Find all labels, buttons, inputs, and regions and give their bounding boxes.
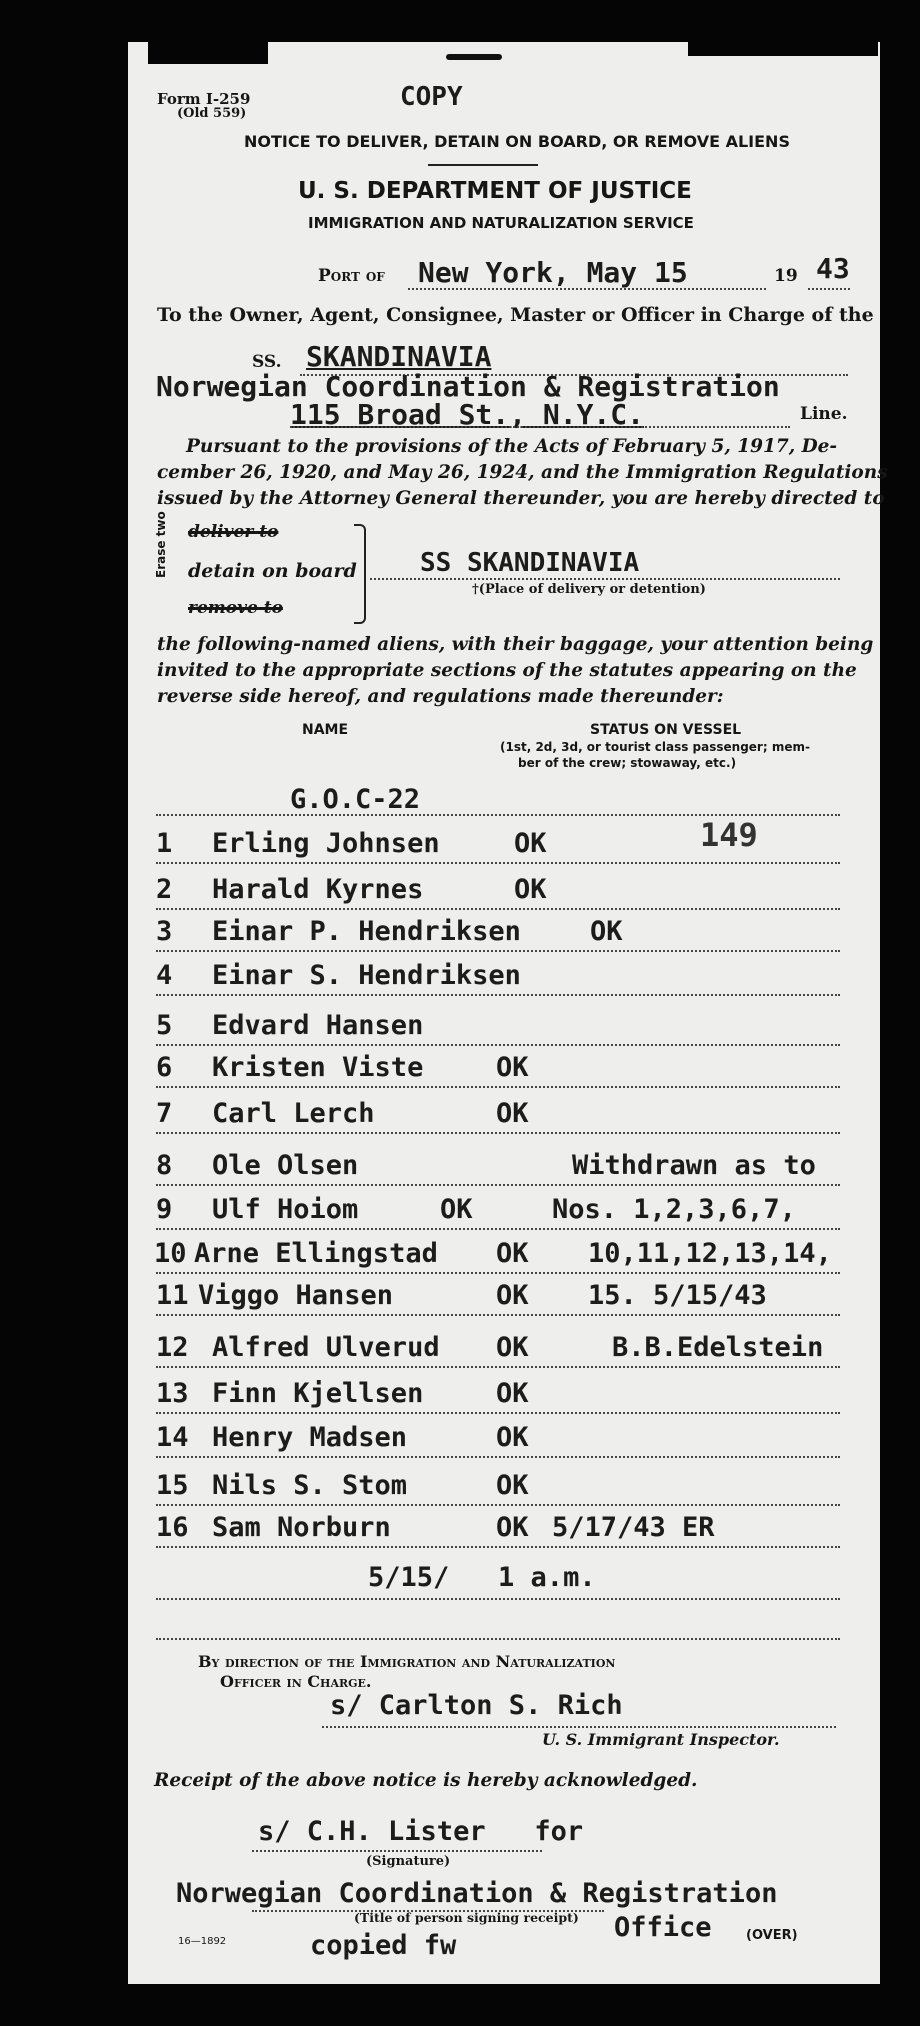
pursuant-line: Pursuant to the provisions of the Acts of February 5, 1917, De- [186, 436, 838, 457]
header-divider [428, 164, 538, 166]
ink-mark [446, 54, 502, 60]
alien-name: Henry Madsen [212, 1422, 408, 1453]
copied-note: copied fw [310, 1930, 457, 1961]
alien-name: Harald Kyrnes [212, 874, 424, 905]
alien-number: 2 [156, 874, 173, 905]
alien-name: Viggo Hansen [198, 1280, 394, 1311]
inspector-title: U. S. Immigrant Inspector. [542, 1730, 780, 1749]
alien-status: OK [440, 1194, 473, 1225]
row-rule [156, 862, 840, 864]
address-underline [290, 426, 790, 428]
torn-top-edge-right [688, 42, 878, 56]
alien-name: Kristen Viste [212, 1052, 424, 1083]
row-rule [156, 1184, 840, 1186]
ss-label: SS. [252, 352, 282, 372]
row-rule [156, 1044, 840, 1046]
row-rule [156, 1228, 840, 1230]
alien-row [156, 1374, 840, 1414]
addressee-line: To the Owner, Agent, Consignee, Master or Officer in Charge of the [157, 304, 874, 326]
port-year-prefix: 19 [774, 266, 798, 286]
title-caption: (Title of person signing receipt) [354, 1910, 579, 1925]
row-rule [156, 950, 840, 952]
place-caption: †(Place of delivery or detention) [472, 582, 706, 597]
pursuant-line: cember 26, 1920, and May 26, 1924, and the Immigration Regulations [157, 462, 888, 483]
option-deliver-to: deliver to [188, 522, 279, 542]
alien-row [156, 1418, 840, 1458]
row-rule [156, 1132, 840, 1134]
alien-row [156, 912, 840, 952]
alien-row [156, 1466, 840, 1506]
alien-name: Edvard Hansen [212, 1010, 424, 1041]
alien-name: Finn Kjellsen [212, 1378, 424, 1409]
alien-status: OK [590, 916, 623, 947]
alien-row [156, 824, 840, 864]
following-line: the following-named aliens, with their baggage, your attention being [157, 634, 874, 655]
alien-row [156, 1190, 840, 1230]
alien-row [156, 1006, 840, 1046]
department-title: U. S. DEPARTMENT OF JUSTICE [298, 178, 692, 204]
erase-two-label: Erase two [154, 511, 168, 578]
alien-number: 1 [156, 828, 173, 859]
alien-name: Einar S. Hendriksen [212, 960, 521, 991]
alien-number: 14 [156, 1422, 189, 1453]
alien-number: 13 [156, 1378, 189, 1409]
alien-name: Ole Olsen [212, 1150, 359, 1181]
service-title: IMMIGRATION AND NATURALIZATION SERVICE [308, 214, 694, 232]
row-rule [156, 1272, 840, 1274]
alien-name: Nils S. Stom [212, 1470, 408, 1501]
alien-name: Erling Johnsen [212, 828, 440, 859]
alien-number: 7 [156, 1098, 173, 1129]
port-label: Port of [318, 266, 385, 286]
pursuant-line: issued by the Attorney General thereunder, you are hereby directed to [157, 488, 885, 509]
alien-name: Sam Norburn [212, 1512, 391, 1543]
alien-status: OK [496, 1470, 529, 1501]
form-old-number: (Old 559) [177, 106, 247, 121]
alien-number: 5 [156, 1010, 173, 1041]
alien-row [156, 870, 840, 910]
copy-stamp: COPY [400, 82, 463, 112]
column-header-status-note: (1st, 2d, 3d, or tourist class passenger; mem- [500, 740, 810, 754]
column-header-name: NAME [302, 722, 349, 738]
alien-name: Arne Ellingstad [194, 1238, 438, 1269]
alien-number: 10 [154, 1238, 187, 1269]
following-line: reverse side hereof, and regulations made thereunder: [157, 686, 724, 707]
alien-number: 6 [156, 1052, 173, 1083]
port-value: New York, May 15 [418, 256, 688, 289]
row-rule [156, 1366, 840, 1368]
alien-number: 16 [156, 1512, 189, 1543]
torn-top-edge [148, 42, 268, 64]
direction-line: Officer in Charge. [220, 1672, 372, 1691]
form-number: Form I-259 [157, 90, 251, 108]
alien-status: OK [496, 1378, 529, 1409]
withdrawn-note: 15. 5/15/43 [588, 1280, 767, 1311]
inspector-signature: s/ Carlton S. Rich [330, 1690, 623, 1721]
row-rule [156, 1546, 840, 1548]
alien-number: 4 [156, 960, 173, 991]
alien-row [156, 1234, 840, 1274]
row-rule [156, 908, 840, 910]
alien-row [156, 1508, 840, 1548]
port-underline [408, 288, 766, 290]
alien-status: OK [496, 1280, 529, 1311]
ship-name: SKANDINAVIA [306, 340, 492, 373]
row-rule [156, 1314, 840, 1316]
time-underline [156, 1598, 840, 1600]
alien-status: OK [496, 1238, 529, 1269]
option-remove-to: remove to [188, 598, 283, 618]
agency-name: Norwegian Coordination & Registration [156, 370, 780, 403]
alien-row [156, 1146, 840, 1186]
alien-number: 8 [156, 1150, 173, 1181]
alien-name: Einar P. Hendriksen [212, 916, 521, 947]
directive-brace [354, 524, 366, 624]
following-line: invited to the appropriate sections of the statutes appearing on the [157, 660, 857, 681]
over-marker: (OVER) [746, 1928, 798, 1943]
column-header-status: STATUS ON VESSEL [590, 722, 742, 738]
alien-row [156, 1048, 840, 1088]
alien-name: Ulf Hoiom [212, 1194, 359, 1225]
alien-number: 9 [156, 1194, 173, 1225]
notice-title: NOTICE TO DELIVER, DETAIN ON BOARD, OR REMOVE ALIENS [244, 132, 790, 151]
alien-row [156, 956, 840, 996]
year-underline [808, 288, 850, 290]
inspector-signature-line [322, 1726, 836, 1728]
alien-status: OK [496, 1422, 529, 1453]
withdrawn-note: Withdrawn as to [572, 1150, 816, 1181]
row-rule [156, 1504, 840, 1506]
direction-line: By direction of the Immigration and Naturalization [198, 1652, 616, 1671]
place-underline [370, 578, 840, 580]
column-header-status-note: ber of the crew; stowaway, etc.) [518, 756, 737, 770]
line-label: Line. [800, 404, 848, 424]
alien-name: Carl Lerch [212, 1098, 375, 1129]
alien-row [156, 1094, 840, 1134]
port-year: 43 [816, 252, 850, 285]
alien-number: 12 [156, 1332, 189, 1363]
signature-caption: (Signature) [366, 1854, 451, 1869]
blank-line [156, 1638, 840, 1640]
withdrawn-note: Nos. 1,2,3,6,7, [552, 1194, 796, 1225]
alien-number: 3 [156, 916, 173, 947]
alien-row [156, 1276, 840, 1316]
time-note: 5/15/ 1 a.m. [368, 1562, 596, 1593]
page-number-stamp: 149 [700, 816, 758, 854]
alien-status: OK [496, 1332, 529, 1363]
alien-status: OK [496, 1512, 529, 1543]
receipt-signature: s/ C.H. Lister for [258, 1816, 584, 1847]
receipt-org: Norwegian Coordination & Registration [176, 1878, 778, 1909]
alien-status: OK [514, 828, 547, 859]
row-rule [156, 994, 840, 996]
withdrawn-note: 10,11,12,13,14, [588, 1238, 832, 1269]
receipt-office: Office [614, 1912, 712, 1943]
delivery-place: SS SKANDINAVIA [420, 548, 640, 578]
row-rule [156, 1456, 840, 1458]
row-rule [156, 1412, 840, 1414]
receipt-line: Receipt of the above notice is hereby acknowledged. [154, 1770, 698, 1791]
group-code: G.O.C-22 [290, 784, 421, 815]
alien-number: 15 [156, 1470, 189, 1501]
print-code: 16—1892 [178, 1936, 227, 1947]
withdrawal-signature: B.B.Edelstein [612, 1332, 824, 1363]
receipt-signature-line [252, 1850, 542, 1852]
alien-status: OK [496, 1098, 529, 1129]
alien-number: 11 [156, 1280, 189, 1311]
row16-note: 5/17/43 ER [552, 1512, 715, 1543]
alien-name: Alfred Ulverud [212, 1332, 440, 1363]
agency-address: 115 Broad St., N.Y.C. [290, 398, 645, 431]
option-detain-on-board: detain on board [188, 560, 357, 582]
alien-row [156, 1328, 840, 1368]
alien-status: OK [514, 874, 547, 905]
row-rule [156, 1086, 840, 1088]
alien-status: OK [496, 1052, 529, 1083]
